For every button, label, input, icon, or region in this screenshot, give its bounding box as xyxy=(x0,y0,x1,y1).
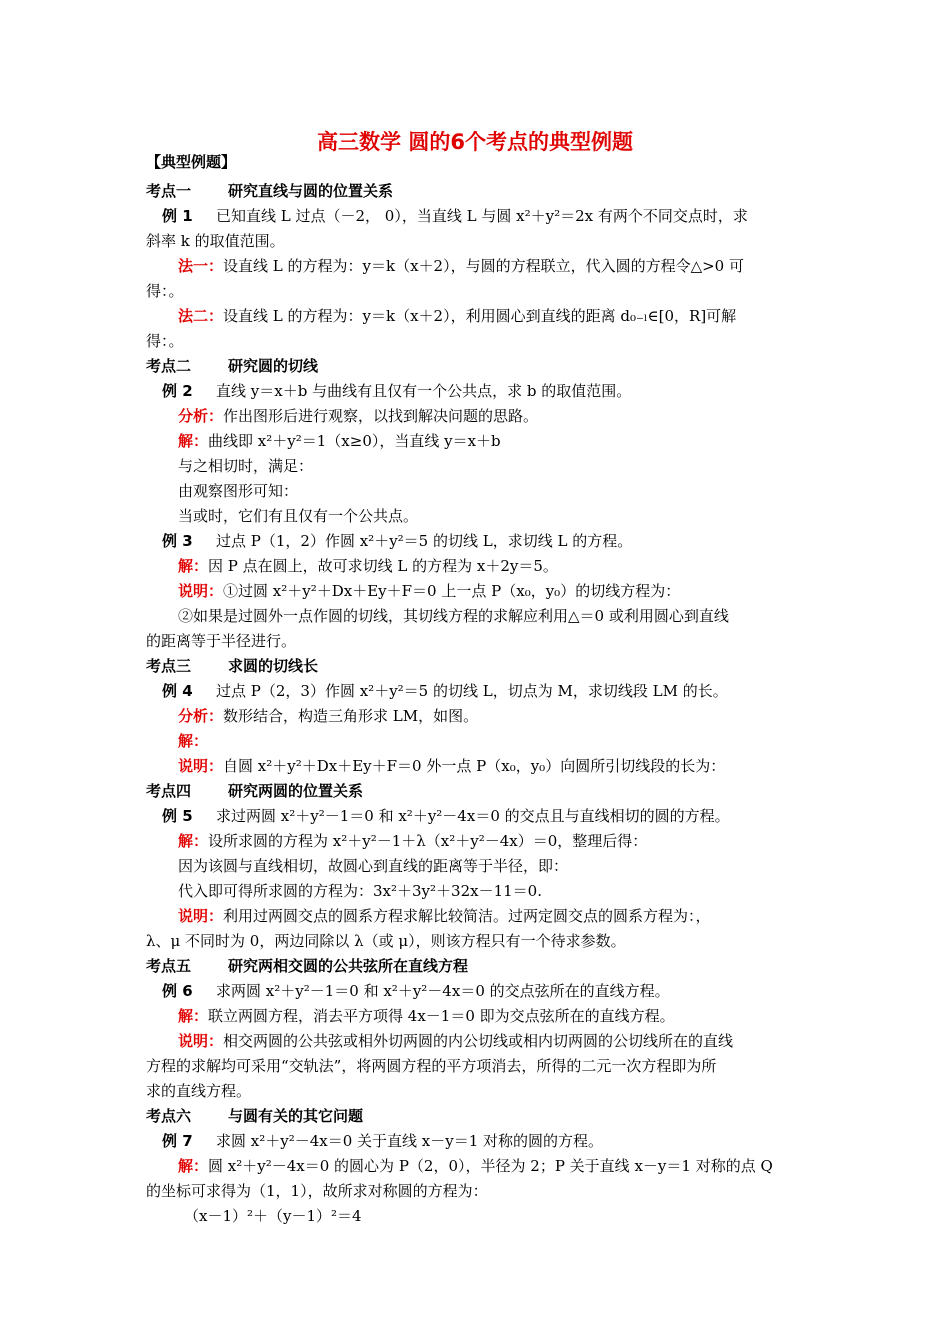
example-3 xyxy=(146,531,826,551)
example-1-line-1 xyxy=(146,206,826,226)
note-label: 说明： xyxy=(178,907,224,925)
solution-3 xyxy=(178,556,858,576)
solution-5-line-3: 代入即可得所求圆的方程为：3x²＋3y²＋32x－11＝0. xyxy=(178,882,542,900)
note-5-line-1 xyxy=(178,906,858,926)
example-label: 例 4 xyxy=(162,682,193,700)
example-2 xyxy=(146,381,826,401)
kaodian-title: 研究两圆的位置关系 xyxy=(228,782,364,800)
solution-2-line-2: 与之相切时，满足： xyxy=(178,457,314,475)
example-text: 求两圆 x²＋y²－1＝0 和 x²＋y²－4x＝0 的交点弦所在的直线方程。 xyxy=(216,982,670,1000)
analysis-text: 数形结合，构造三角形求 LM，如图。 xyxy=(223,707,479,725)
example-text: 直线 y＝x＋b 与曲线有且仅有一个公共点，求 b 的取值范围。 xyxy=(216,382,632,400)
example-7 xyxy=(146,1131,826,1151)
kaodian-1-heading xyxy=(146,181,826,201)
solution-7-line-1 xyxy=(178,1156,858,1176)
kaodian-title: 研究两相交圆的公共弦所在直线方程 xyxy=(228,957,469,975)
document-title: 高三数学 圆的6个考点的典型例题 xyxy=(317,130,633,154)
note-6-line-1 xyxy=(178,1031,858,1051)
note-text: 相交两圆的公共弦或相外切两圆的内公切线或相内切两圆的公切线所在的直线 xyxy=(223,1032,734,1050)
kaodian-label: 考点一 xyxy=(146,182,192,200)
note-5-line-2: λ、μ 不同时为 0，两边同除以 λ（或 μ），则该方程只有一个待求参数。 xyxy=(146,932,626,950)
kaodian-label: 考点五 xyxy=(146,957,192,975)
analysis-4 xyxy=(178,706,858,726)
solution-text: 曲线即 x²＋y²＝1（x≥0），当直线 y＝x＋b xyxy=(208,432,501,450)
note-6-line-3: 求的直线方程。 xyxy=(146,1082,252,1100)
kaodian-6-heading xyxy=(146,1106,826,1126)
solution-7-line-2: 的坐标可求得为（1，1），故所求对称圆的方程为： xyxy=(146,1182,488,1200)
solution-2-line-1 xyxy=(178,431,858,451)
kaodian-2-heading xyxy=(146,356,826,376)
solution-label: 解： xyxy=(178,832,209,850)
analysis-2 xyxy=(178,406,858,426)
solution-4 xyxy=(178,731,858,751)
solution-label: 解： xyxy=(178,557,209,575)
note-6-line-2: 方程的求解均可采用“交轨法”，将两圆方程的平方项消去，所得的二元一次方程即为所 xyxy=(146,1057,717,1075)
kaodian-title: 研究直线与圆的位置关系 xyxy=(228,182,394,200)
note-text: 自圆 x²＋y²＋Dx＋Ey＋F＝0 外一点 P（x₀，y₀）向圆所引切线段的长为： xyxy=(223,757,726,775)
analysis-label: 分析： xyxy=(178,407,224,425)
example-label: 例 2 xyxy=(162,382,193,400)
example-label: 例 6 xyxy=(162,982,193,1000)
solution-label: 解： xyxy=(178,432,209,450)
note-text: 利用过两圆交点的圆系方程求解比较简洁。过两定圆交点的圆系方程为：， xyxy=(223,907,711,925)
method-text: 设直线 L 的方程为：y＝k（x＋2），利用圆心到直线的距离 d₀₋ₗ∈[0，R]可解 xyxy=(223,307,737,325)
solution-5-line-1 xyxy=(178,831,858,851)
example-label: 例 7 xyxy=(162,1132,193,1150)
example-6 xyxy=(146,981,826,1001)
solution-5-line-2: 因为该圆与直线相切，故圆心到直线的距离等于半径，即： xyxy=(178,857,569,875)
note-label: 说明： xyxy=(178,582,224,600)
example-1-line-2: 斜率 k 的取值范围。 xyxy=(146,232,285,250)
solution-label: 解： xyxy=(178,1157,209,1175)
method-label: 法一： xyxy=(178,257,224,275)
method-label: 法二： xyxy=(178,307,224,325)
example-text: 求圆 x²＋y²－4x＝0 关于直线 x－y＝1 对称的圆的方程。 xyxy=(216,1132,604,1150)
analysis-label: 分析： xyxy=(178,707,224,725)
note-3-line-2: ②如果是过圆外一点作圆的切线，其切线方程的求解应利用△＝0 或利用圆心到直线 xyxy=(178,607,729,625)
note-text: ①过圆 x²＋y²＋Dx＋Ey＋F＝0 上一点 P（x₀，y₀）的切线方程为： xyxy=(223,582,681,600)
example-label: 例 3 xyxy=(162,532,193,550)
solution-text: 联立两圆方程，消去平方项得 4x－1＝0 即为交点弦所在的直线方程。 xyxy=(208,1007,675,1025)
example-text: 过点 P（1，2）作圆 x²＋y²＝5 的切线 L，求切线 L 的方程。 xyxy=(216,532,633,550)
kaodian-label: 考点三 xyxy=(146,657,192,675)
example-5 xyxy=(146,806,826,826)
solution-text: 设所求圆的方程为 x²＋y²－1＋λ（x²＋y²－4x）＝0，整理后得： xyxy=(208,832,648,850)
method-1-line-2: 得：。 xyxy=(146,282,184,300)
example-4 xyxy=(146,681,826,701)
solution-7-line-3: （x－1）²＋（y－1）²＝4 xyxy=(184,1207,362,1225)
solution-text: 因 P 点在圆上，故可求切线 L 的方程为 x＋2y＝5。 xyxy=(208,557,558,575)
kaodian-label: 考点六 xyxy=(146,1107,192,1125)
example-label: 例 5 xyxy=(162,807,193,825)
example-text: 已知直线 L 过点（－2， 0），当直线 L 与圆 x²＋y²＝2x 有两个不同交点时，求 xyxy=(216,207,748,225)
method-2-line-2: 得：。 xyxy=(146,332,184,350)
kaodian-label: 考点二 xyxy=(146,357,192,375)
section-heading: 【典型例题】 xyxy=(146,153,237,171)
solution-2-line-4: 当或时，它们有且仅有一个公共点。 xyxy=(178,507,419,525)
example-label: 例 1 xyxy=(162,207,193,225)
solution-label: 解： xyxy=(178,1007,209,1025)
kaodian-label: 考点四 xyxy=(146,782,192,800)
method-text: 设直线 L 的方程为：y＝k（x＋2），与圆的方程联立，代入圆的方程令△>0 可 xyxy=(223,257,744,275)
example-text: 过点 P（2，3）作圆 x²＋y²＝5 的切线 L，切点为 M，求切线段 LM 的长。 xyxy=(216,682,728,700)
solution-6 xyxy=(178,1006,858,1026)
example-text: 求过两圆 x²＋y²－1＝0 和 x²＋y²－4x＝0 的交点且与直线相切的圆的方程。 xyxy=(216,807,730,825)
method-2-line-1 xyxy=(178,306,858,326)
kaodian-5-heading xyxy=(146,956,826,976)
solution-text: 圆 x²＋y²－4x＝0 的圆心为 P（2，0），半径为 2；P 关于直线 x－y＝1 对称的点 Q xyxy=(208,1157,773,1175)
note-3-line-1 xyxy=(178,581,858,601)
kaodian-title: 求圆的切线长 xyxy=(228,657,319,675)
analysis-text: 作出图形后进行观察，以找到解决问题的思路。 xyxy=(223,407,539,425)
note-3-line-3: 的距离等于半径进行。 xyxy=(146,632,297,650)
solution-label: 解： xyxy=(178,732,209,750)
note-label: 说明： xyxy=(178,757,224,775)
note-4 xyxy=(178,756,858,776)
kaodian-3-heading xyxy=(146,656,826,676)
solution-2-line-3: 由观察图形可知： xyxy=(178,482,299,500)
method-1-line-1 xyxy=(178,256,858,276)
kaodian-title: 研究圆的切线 xyxy=(228,357,319,375)
kaodian-title: 与圆有关的其它问题 xyxy=(228,1107,364,1125)
note-label: 说明： xyxy=(178,1032,224,1050)
kaodian-4-heading xyxy=(146,781,826,801)
